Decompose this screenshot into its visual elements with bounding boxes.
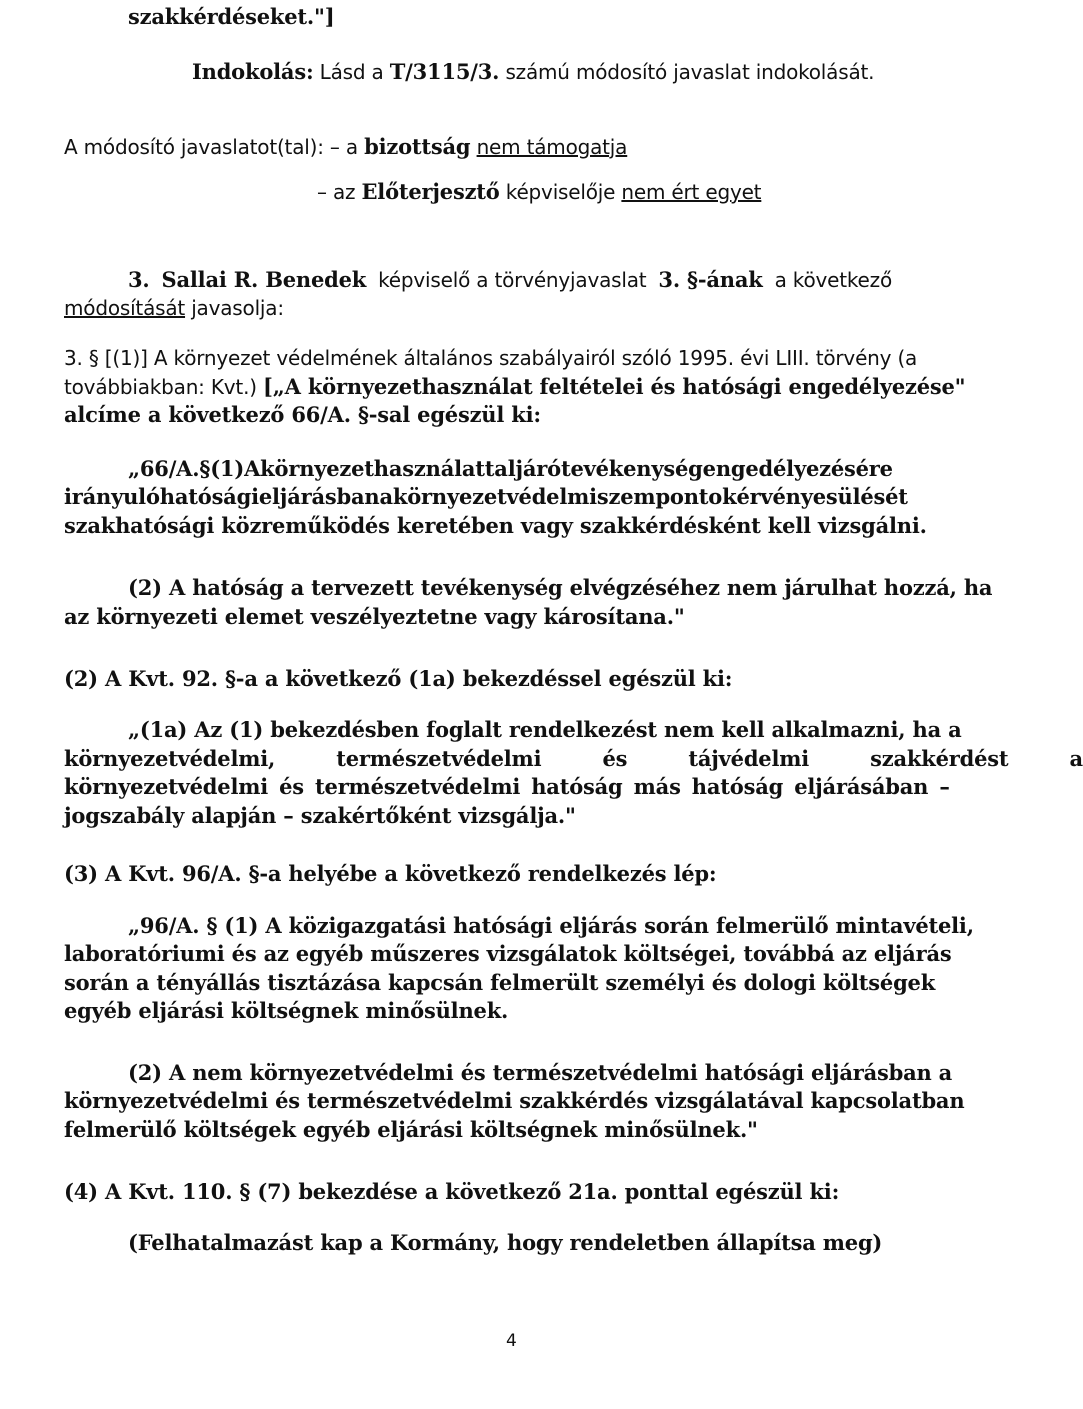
top-line: szakkérdéseket."] bbox=[128, 4, 335, 29]
p3-line2-b: [„A környezethasználat feltételei és hatósági engedélyezése" bbox=[263, 374, 966, 399]
indokolas-text-a: Lásd a bbox=[313, 60, 390, 84]
word: a bbox=[379, 484, 393, 509]
word: irányuló bbox=[64, 484, 160, 509]
amendment-author: Sallai R. Benedek bbox=[161, 267, 367, 292]
amendment-line2-rest: javasolja: bbox=[185, 296, 284, 320]
amendment-line2-underlined: módosítását bbox=[64, 296, 186, 320]
p66a-line1 bbox=[128, 456, 892, 482]
p1a-line1: „(1a) Az (1) bekezdésben foglalt rendelkezést nem kell alkalmazni, ha a bbox=[128, 717, 962, 742]
amendment-line2 bbox=[64, 295, 284, 321]
support-line-presenter bbox=[317, 179, 761, 205]
p-felhatalmazas: (Felhatalmazást kap a Kormány, hogy rendeletben állapítsa meg) bbox=[128, 1230, 883, 1255]
p3-line2-a: továbbiakban: Kvt.) bbox=[64, 375, 263, 399]
amendment-mid1: képviselő a törvényjavaslat bbox=[378, 268, 647, 292]
p96a-line1: „96/A. § (1) A közigazgatási hatósági eljárás során felmerülő mintavételi, bbox=[128, 913, 974, 938]
p1a-line3: környezetvédelmi és természetvédelmi hatóság más hatóság eljárásában – bbox=[64, 774, 950, 799]
p1a-line2: környezetvédelmi, természetvédelmi és tájvédelmi szakkérdést a bbox=[64, 746, 1083, 771]
word: szempontok bbox=[596, 484, 737, 509]
amendment-section: 3. §-ának bbox=[658, 267, 763, 292]
word: járó bbox=[515, 456, 561, 481]
amendment-number: 3. bbox=[128, 267, 150, 292]
word: „66/A. bbox=[128, 456, 200, 481]
word: A bbox=[244, 456, 261, 481]
word: engedélyezésére bbox=[702, 456, 893, 481]
amendment-line1 bbox=[128, 267, 892, 293]
committee-status: nem támogatja bbox=[476, 135, 628, 159]
p66a-line3: szakhatósági közreműködés keretében vagy szakkérdésként kell vizsgálni. bbox=[64, 513, 927, 538]
p96a2-line2: környezetvédelmi és természetvédelmi szakkérdés vizsgálatával kapcsolatban bbox=[64, 1088, 965, 1113]
p66a2-line2: az környezeti elemet veszélyeztetne vagy károsítana." bbox=[64, 604, 685, 629]
p-kvt110: (4) A Kvt. 110. § (7) bekezdése a következő 21a. ponttal egészül ki: bbox=[64, 1179, 840, 1204]
word: környezethasználattal bbox=[260, 456, 516, 481]
committee: bizottság bbox=[364, 134, 471, 159]
word: tevékenység bbox=[560, 456, 703, 481]
presenter: Előterjesztő bbox=[361, 179, 500, 204]
word: környezetvédelmi bbox=[392, 484, 597, 509]
p66a2-line1: (2) A hatóság a tervezett tevékenység elvégzéséhez nem járulhat hozzá, ha bbox=[128, 575, 993, 600]
presenter-status: nem ért egyet bbox=[621, 180, 762, 204]
support-dash: – az bbox=[317, 180, 362, 204]
p66a-line2 bbox=[64, 484, 908, 510]
p3-line1: 3. § [(1)] A környezet védelmének általános szabályairól szóló 1995. évi LIII. törvény (a bbox=[64, 346, 918, 370]
p3-line3: alcíme a következő 66/A. §-sal egészül ki: bbox=[64, 402, 541, 427]
page-number: 4 bbox=[506, 1331, 517, 1351]
amendment-mid2: a következő bbox=[774, 268, 892, 292]
p1a-line4: jogszabály alapján – szakértőként vizsgálja." bbox=[64, 803, 576, 828]
p-kvt96: (3) A Kvt. 96/A. §-a helyébe a következő rendelkezés lép: bbox=[64, 861, 717, 886]
support-prefix: A módosító javaslatot(tal): – a bbox=[64, 135, 365, 159]
p96a2-line1: (2) A nem környezetvédelmi és természetvédelmi hatósági eljárásban a bbox=[128, 1060, 953, 1085]
p3-line2 bbox=[64, 374, 965, 400]
word: § bbox=[199, 456, 211, 481]
indokolas-text-b: számú módosító javaslat indokolását. bbox=[499, 60, 875, 84]
presenter-mid: képviselője bbox=[499, 180, 622, 204]
p96a2-line3: felmerülő költségek egyéb eljárási költségnek minősülnek." bbox=[64, 1117, 758, 1142]
p-kvt92: (2) A Kvt. 92. §-a a következő (1a) bekezdéssel egészül ki: bbox=[64, 666, 733, 691]
indokolas-ref: T/3115/3. bbox=[389, 59, 500, 84]
word: eljárásban bbox=[258, 484, 380, 509]
word: hatósági bbox=[159, 484, 259, 509]
p96a-line4: egyéb eljárási költségnek minősülnek. bbox=[64, 998, 509, 1023]
p96a-line3: során a tényállás tisztázása kapcsán felmerült személyi és dologi költségek bbox=[64, 970, 936, 995]
support-line-committee bbox=[64, 134, 627, 160]
p96a-line2: laboratóriumi és az egyéb műszeres vizsgálatok költségei, továbbá az eljárás bbox=[64, 941, 952, 966]
word: érvényesülését bbox=[736, 484, 908, 509]
word: (1) bbox=[210, 456, 245, 481]
indokolas-label: Indokolás: bbox=[192, 59, 314, 84]
indokolas-line bbox=[192, 59, 874, 85]
